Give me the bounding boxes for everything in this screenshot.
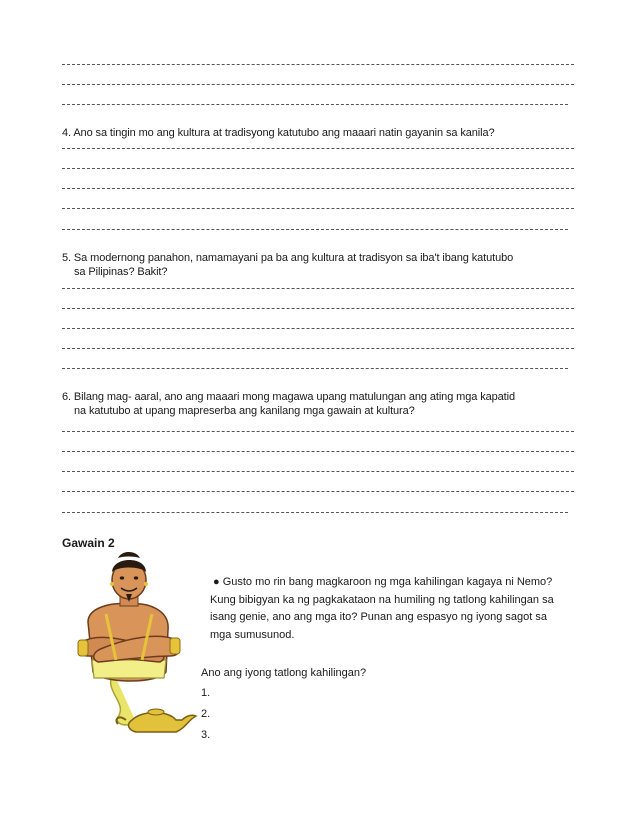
- answer-line[interactable]: [62, 471, 574, 472]
- instruction-line: mga sumusunod.: [210, 628, 295, 641]
- answer-line[interactable]: [62, 288, 574, 289]
- instruction-line: isang genie, ano ang mga ito? Punan ang espasyo ng iyong sagot sa: [210, 611, 547, 623]
- section-heading: Gawain 2: [62, 536, 115, 550]
- question-4: [62, 126, 582, 140]
- answer-line[interactable]: [62, 168, 574, 169]
- wish-item-3[interactable]: 3.: [201, 729, 211, 741]
- answer-line[interactable]: [62, 308, 574, 309]
- instruction-line: Kung bibigyan ka ng pagkakataon na humiling ng tatlong kahilingan sa: [210, 593, 554, 606]
- answer-line[interactable]: [62, 64, 574, 65]
- answer-line[interactable]: [62, 431, 574, 432]
- answer-line[interactable]: [62, 148, 574, 149]
- answer-line[interactable]: [62, 104, 568, 105]
- question-6-text-cont: na katutubo at upang mapreserba ang kanilang mga gawain at kultura?: [74, 405, 415, 417]
- wishes-prompt: Ano ang iyong tatlong kahilingan?: [201, 667, 367, 679]
- wish-item-2[interactable]: 2.: [201, 708, 211, 720]
- answer-line[interactable]: [62, 188, 574, 189]
- answer-line[interactable]: [62, 368, 568, 369]
- answer-line[interactable]: [62, 348, 574, 349]
- question-4-text: 4. Ano sa tingin mo ang kultura at tradisyong katutubo ang maaari natin gayanin sa kanila?: [62, 127, 495, 139]
- answer-line[interactable]: [62, 229, 568, 230]
- instruction-line: ● Gusto mo rin bang magkaroon ng mga kahilingan kagaya ni Nemo?: [213, 576, 553, 588]
- instruction-paragraph: [203, 574, 581, 644]
- question-5-text: 5. Sa modernong panahon, namamayani pa ba ang kultura at tradisyon sa iba't ibang katutubo: [62, 252, 514, 264]
- answer-line[interactable]: [62, 208, 574, 209]
- answer-line[interactable]: [62, 328, 574, 329]
- question-5: [62, 251, 582, 279]
- answer-line[interactable]: [62, 451, 574, 452]
- question-6: [62, 390, 582, 418]
- answer-line[interactable]: [62, 84, 574, 85]
- genie-illustration: [58, 552, 200, 742]
- question-6-text: 6. Bilang mag- aaral, ano ang maaari mong magawa upang matulungan ang ating mga kapatid: [62, 391, 515, 403]
- answer-line[interactable]: [62, 512, 568, 513]
- wish-item-1[interactable]: 1.: [201, 687, 211, 699]
- answer-line[interactable]: [62, 491, 574, 492]
- question-5-text-cont: sa Pilipinas? Bakit?: [74, 266, 168, 278]
